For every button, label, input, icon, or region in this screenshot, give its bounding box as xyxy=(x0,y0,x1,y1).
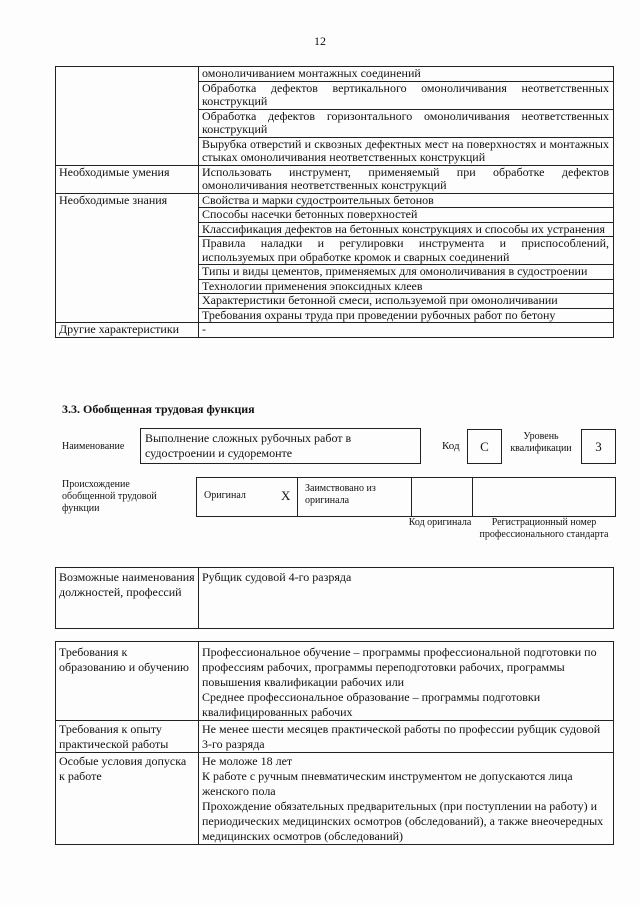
row-label xyxy=(56,67,199,166)
requirement-line: Прохождение обязательных предварительных (при поступлении на работу) и периодических медицинских осмотров (обследований), а также внеочередных медицинских осмотров (обследований) xyxy=(202,799,604,843)
function-name-value: Выполнение сложных рубочных работ в судостроении и судоремонте xyxy=(140,428,421,464)
table-row xyxy=(56,165,614,193)
table-cell: Технологии применения эпоксидных клеев xyxy=(199,279,614,294)
table-cell: Использовать инструмент, применяемый при обработке дефектов омоноличивания неответственных конструкций xyxy=(199,165,614,193)
table-row xyxy=(56,67,614,82)
requirement-value xyxy=(199,721,614,753)
borrowed-label: Заимствовано из оригинала xyxy=(305,483,376,506)
table-cell: - xyxy=(199,323,614,338)
requirement-line: Не моложе 18 лет xyxy=(202,754,293,768)
requirement-line: Профессиональное обучение – программы профессиональной подготовки по профессиям рабочих, программы переподготовки рабочих, программы повышения квалификации рабочих или xyxy=(202,645,597,689)
table-cell: Способы насечки бетонных поверхностей xyxy=(199,208,614,223)
origin-code-cell xyxy=(411,477,473,517)
table-cell: омоноличиванием монтажных соединений xyxy=(199,67,614,82)
requirement-value xyxy=(199,753,614,845)
level-label: Уровень квалификации xyxy=(510,431,572,454)
table-row xyxy=(56,721,614,753)
table-cell: Обработка дефектов горизонтального омоноличивания неответственных конструкций xyxy=(199,109,614,137)
table-cell: Требования охраны труда при проведении рубочных работ по бетону xyxy=(199,308,614,323)
page-number: 12 xyxy=(314,34,326,48)
table-cell: Обработка дефектов вертикального омоноличивания неответственных конструкций xyxy=(199,81,614,109)
table-cell: Типы и виды цементов, применяемых для омоноличивания в судостроении xyxy=(199,265,614,280)
table-cell: Характеристики бетонной смеси, используемой при омоноличивании xyxy=(199,294,614,309)
row-label: Другие характеристики xyxy=(56,323,199,338)
code-value: С xyxy=(467,429,502,464)
requirement-value xyxy=(199,642,614,721)
table-row xyxy=(56,642,614,721)
requirement-line: К работе с ручным пневматическим инструментом не допускаются лица женского пола xyxy=(202,769,573,798)
requirement-label: Требования к опыту практической работы xyxy=(56,721,199,753)
requirement-label: Требования к образованию и обучению xyxy=(56,642,199,721)
registration-caption: Регистрационный номер профессионального стандарта xyxy=(479,517,609,540)
code-label: Код xyxy=(442,440,460,452)
name-label: Наименование xyxy=(62,441,125,452)
table-row xyxy=(56,193,614,208)
positions-label: Возможные наименования должностей, профессий xyxy=(56,568,199,629)
requirement-label: Особые условия допуска к работе xyxy=(56,753,199,845)
requirement-line: Среднее профессиональное образование – программы подготовки квалифицированных рабочих xyxy=(202,690,541,719)
origin-label: Происхождение обобщенной трудовой функции xyxy=(62,479,157,514)
table-row xyxy=(56,568,614,629)
table-cell: Вырубка отверстий и сквозных дефектных мест на поверхностях и монтажных стыках омоноличивания неответственных конструкций xyxy=(199,137,614,165)
positions-table xyxy=(55,567,614,629)
table-cell: Свойства и марки судостроительных бетонов xyxy=(199,193,614,208)
original-label: Оригинал xyxy=(204,490,246,501)
table-cell: Правила наладки и регулировки инструмента и приспособлений, используемых при обработке кромок и сварных соединений xyxy=(199,237,614,265)
positions-value: Рубщик судовой 4-го разряда xyxy=(199,568,614,629)
requirement-line: Не менее шести месяцев практической работы по профессии рубщик судовой 3-го разряда xyxy=(202,722,601,751)
level-value: 3 xyxy=(581,429,616,464)
code-caption: Код оригинала xyxy=(408,517,472,528)
row-label: Необходимые умения xyxy=(56,165,199,193)
table-cell: Классификация дефектов на бетонных конструкциях и способы их устранения xyxy=(199,222,614,237)
original-mark: X xyxy=(281,488,291,503)
table-row xyxy=(56,753,614,845)
skills-knowledge-table xyxy=(55,66,614,338)
row-label: Необходимые знания xyxy=(56,193,199,323)
requirements-table xyxy=(55,641,614,845)
registration-number-cell xyxy=(472,477,616,517)
table-row xyxy=(56,323,614,338)
section-title: 3.3. Обобщенная трудовая функция xyxy=(62,402,255,416)
